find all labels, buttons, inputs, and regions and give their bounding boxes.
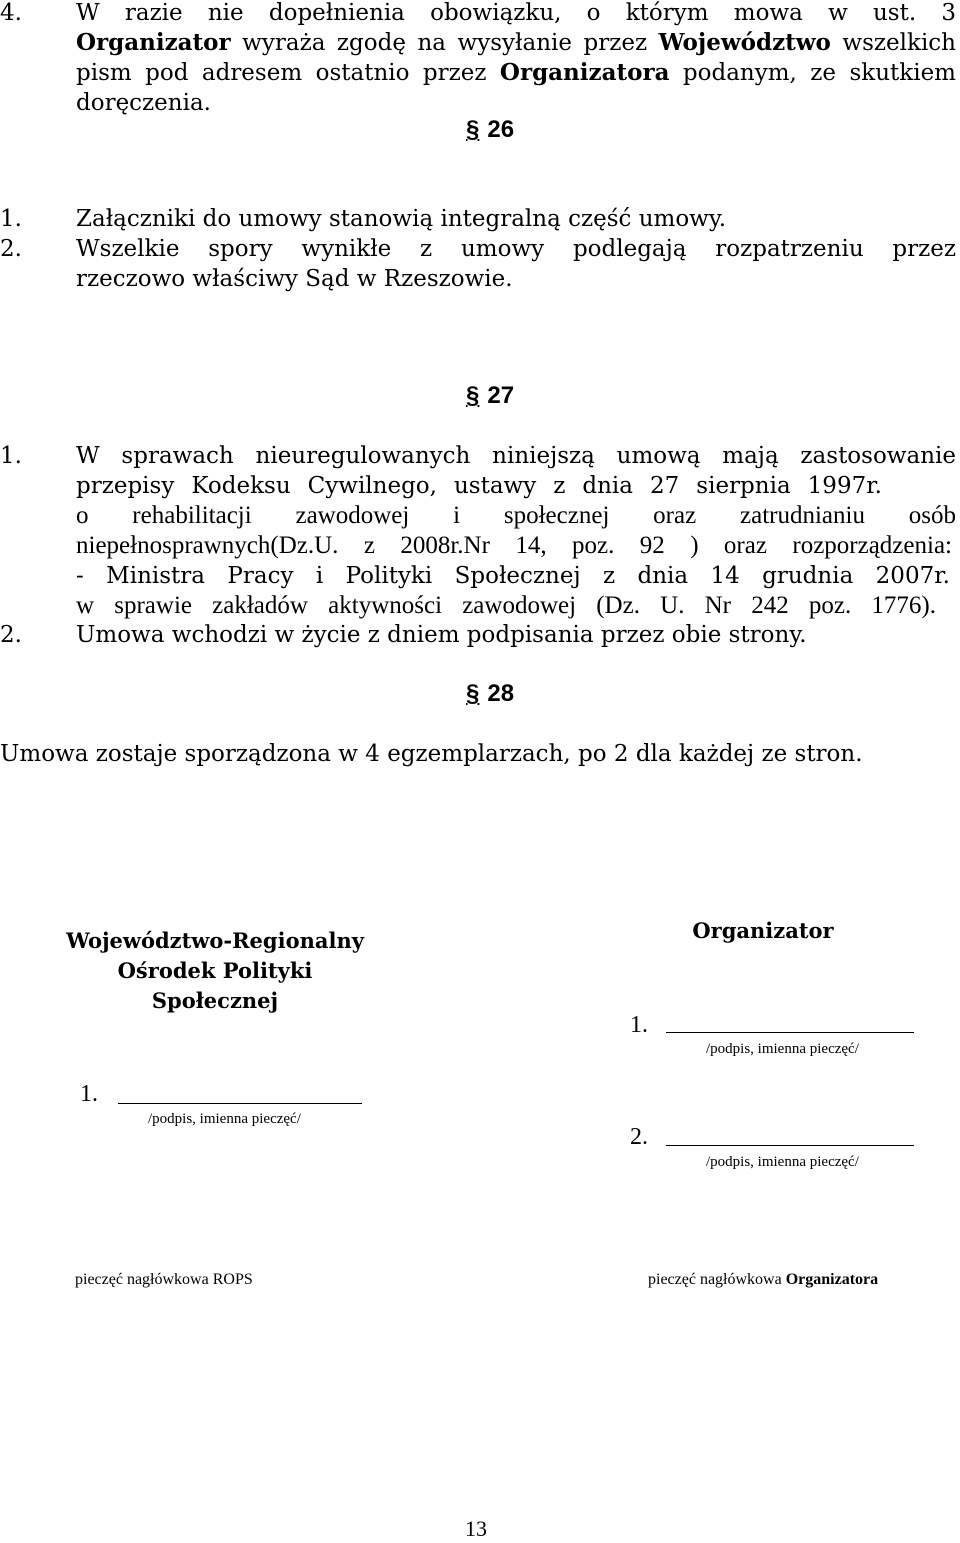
signature-caption: /podpis, imienna pieczęć/ (706, 1041, 859, 1057)
item-number: 1. (0, 443, 22, 469)
point-4-line-2-text: wyraża zgodę na wysyłanie przez (230, 30, 659, 56)
section-28-text: Umowa zostaje sporządzona w 4 egzemplarzach, po 2 dla każdej ze stron. (0, 741, 863, 767)
item-2-line-1: Wszelkie spory wynikłe z umowy podlegają rozpatrzeniu przez (76, 236, 956, 262)
wojewodztwo-term: Województwo (658, 29, 831, 56)
item-number: 1. (0, 206, 22, 232)
signature-caption: /podpis, imienna pieczęć/ (148, 1111, 301, 1127)
signature-number: 2. (630, 1124, 648, 1150)
signature-line (666, 1145, 914, 1146)
section-28-heading (466, 680, 514, 708)
section-26-heading (466, 116, 514, 144)
page-number: 13 (465, 1516, 487, 1541)
point-4-line-1: W razie nie dopełnienia obowiązku, o którym mowa w ust. 3 (76, 0, 956, 26)
header-stamp-label: pieczęć nagłówkowa ROPS (75, 1271, 253, 1288)
party-title: Organizator (692, 918, 834, 943)
signature-caption: /podpis, imienna pieczęć/ (706, 1154, 859, 1170)
item-1-line-3: o rehabilitacji zawodowej i społecznej oraz zatrudnianiu osób (76, 502, 956, 529)
section-27-heading (466, 382, 514, 410)
item-number: 2. (0, 236, 22, 262)
point-4-line-3-end: podanym, ze skutkiem (669, 60, 956, 86)
item-1-line-4: niepełnosprawnych(Dz.U. z 2008r.Nr 14, poz. 92 ) oraz rozporządzenia: (76, 532, 952, 559)
section-number: 26 (487, 116, 515, 143)
signature-line (118, 1103, 362, 1104)
point-4-line-3 (76, 58, 956, 88)
item-2-text: Umowa wchodzi w życie z dniem podpisania przez obie strony. (76, 622, 807, 648)
paragraph-sign-icon: § (466, 382, 480, 409)
party-title-line-3: Społecznej (151, 988, 279, 1013)
point-4-number: 4. (0, 0, 22, 26)
item-2-line-2: rzeczowo właściwy Sąd w Rzeszowie. (76, 266, 513, 292)
signature-number: 1. (630, 1012, 648, 1038)
stamp-label-text: pieczęć nagłówkowa (648, 1271, 786, 1288)
party-title-line-1: Województwo-Regionalny (66, 928, 364, 953)
item-number: 2. (0, 622, 22, 648)
signature-line (666, 1032, 914, 1033)
item-1-line-6: w sprawie zakładów aktywności zawodowej (Dz. U. Nr 242 poz. 1776). (76, 592, 936, 619)
stamp-label-organizer: Organizatora (785, 1271, 879, 1288)
party-title-line-2: Ośrodek Polityki (117, 958, 313, 983)
organizatora-term: Organizatora (499, 59, 670, 86)
point-4-line-3-text: pism pod adresem ostatnio przez (76, 60, 500, 86)
paragraph-sign-icon: § (466, 680, 480, 707)
organizator-term: Organizator (76, 29, 231, 56)
section-number: 27 (487, 382, 515, 409)
point-4-line-2-end: wszelkich (830, 30, 956, 56)
item-1-line-1: W sprawach nieuregulowanych niniejszą umową mają zastosowanie (76, 443, 956, 469)
point-4-line-4: doręczenia. (76, 90, 211, 116)
point-4-line-2 (76, 28, 956, 58)
header-stamp-label (648, 1271, 878, 1289)
paragraph-sign-icon: § (466, 116, 480, 143)
item-1-line-2: przepisy Kodeksu Cywilnego, ustawy z dnia 27 sierpnia 1997r. (76, 473, 882, 499)
item-1-line-5: - Ministra Pracy i Polityki Społecznej z dnia 14 grudnia 2007r. (76, 563, 950, 589)
item-1-text: Załączniki do umowy stanowią integralną część umowy. (76, 206, 727, 232)
signature-number: 1. (80, 1081, 98, 1107)
section-number: 28 (487, 680, 515, 707)
